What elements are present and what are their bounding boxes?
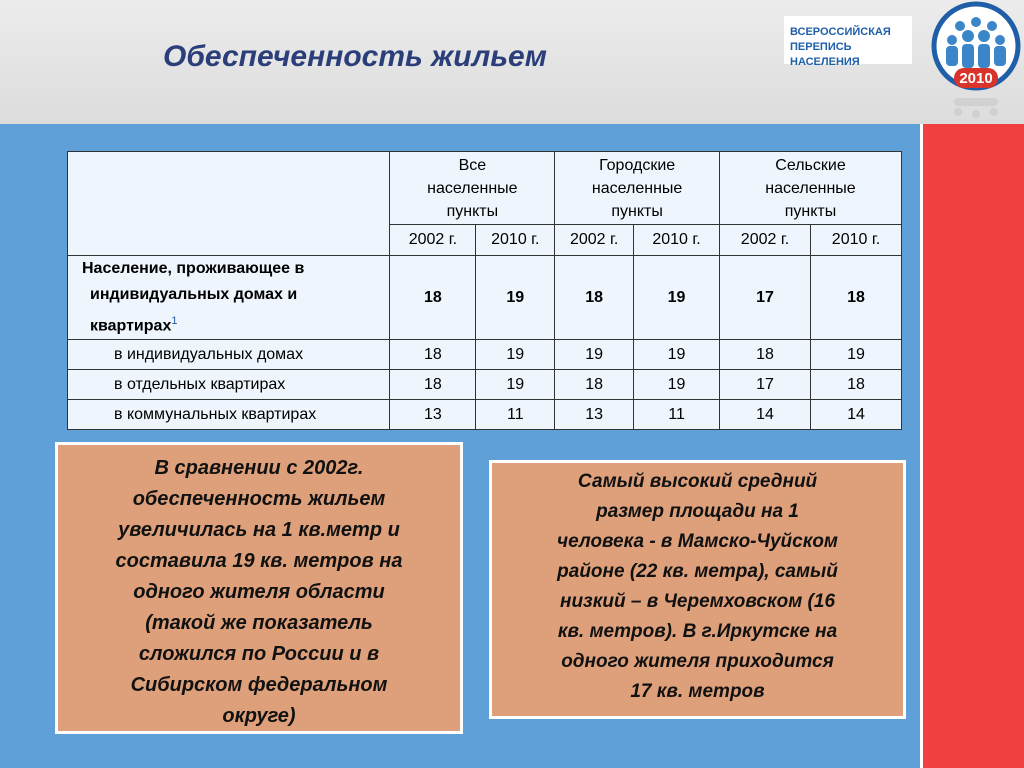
- note-line: увеличилась на 1 кв.метр и: [118, 519, 400, 541]
- note-line: одного жителя приходится: [561, 651, 834, 672]
- note-line: низкий – в Черемховском (16: [559, 591, 836, 612]
- row-label: в коммунальных квартирах: [68, 400, 390, 430]
- note-line: (такой же показатель: [145, 612, 373, 634]
- table-cell: 18: [720, 340, 811, 370]
- district-note-box: [489, 460, 906, 719]
- table-cell: 14: [720, 400, 811, 430]
- table-cell: 18: [390, 340, 476, 370]
- census-logo-text: [784, 16, 912, 68]
- note-line: одного жителя области: [133, 581, 385, 603]
- year-header: 2010 г.: [634, 225, 720, 256]
- table-cell: 19: [634, 370, 720, 400]
- side-decor-bar: [922, 124, 1024, 768]
- year-header: 2010 г.: [476, 225, 555, 256]
- note-line: районе (22 кв. метра), самый: [557, 561, 838, 582]
- table-cell: 19: [555, 340, 634, 370]
- census-emblem-icon: [928, 0, 1024, 124]
- table-cell: 14: [810, 400, 901, 430]
- table-cell: 18: [810, 370, 901, 400]
- header-rural-settlements: Сельские населенные пункты: [720, 152, 902, 225]
- table-corner-cell: [68, 152, 390, 256]
- table-row-total: [68, 256, 902, 340]
- row-label: в отдельных квартирах: [68, 370, 390, 400]
- table-cell: 11: [634, 400, 720, 430]
- table-cell: 19: [810, 340, 901, 370]
- row-label-total: Население, проживающее в индивидуальных домах и квартирах$^1$: [68, 256, 390, 340]
- table-cell: 17: [720, 256, 811, 340]
- footnote-marker: 1: [171, 315, 178, 327]
- note-line: сложился по России и в: [138, 643, 380, 665]
- table-row: [68, 340, 902, 370]
- table-cell: 19: [476, 340, 555, 370]
- note-line: обеспеченность жильем: [132, 488, 386, 510]
- table-cell: 18: [390, 256, 476, 340]
- note-line: кв. метров). В г.Иркутске на: [557, 621, 838, 642]
- table-header-row: [68, 152, 902, 225]
- logo-line-2: ПЕРЕПИСЬ НАСЕЛЕНИЯ: [790, 41, 860, 68]
- table-cell: 19: [476, 370, 555, 400]
- table-cell: 18: [555, 256, 634, 340]
- table-row: [68, 370, 902, 400]
- divider-line: [920, 124, 923, 768]
- table-cell: 19: [634, 256, 720, 340]
- table-cell: 19: [476, 256, 555, 340]
- year-header: 2002 г.: [555, 225, 634, 256]
- note-line: округе): [222, 705, 296, 727]
- note-line: размер площади на 1: [596, 501, 799, 522]
- emblem-year: 2010: [959, 70, 993, 87]
- comparison-note-box: [55, 442, 463, 734]
- note-line: составила 19 кв. метров на: [115, 550, 403, 572]
- table-cell: 13: [390, 400, 476, 430]
- year-header: 2002 г.: [720, 225, 811, 256]
- header-all-settlements: Все населенные пункты: [390, 152, 555, 225]
- note-line: В сравнении с 2002г.: [154, 457, 364, 479]
- table-cell: 18: [810, 256, 901, 340]
- logo-line-1: ВСЕРОССИЙСКАЯ: [790, 26, 891, 38]
- note-line: Самый высокий средний: [577, 471, 818, 492]
- table-cell: 18: [390, 370, 476, 400]
- row-label: в индивидуальных домах: [68, 340, 390, 370]
- table-row: [68, 400, 902, 430]
- note-line: 17 кв. метров: [630, 681, 765, 702]
- year-header: 2010 г.: [810, 225, 901, 256]
- housing-table: [67, 151, 902, 430]
- page-title: Обеспеченность жильем: [163, 40, 547, 73]
- year-header: 2002 г.: [390, 225, 476, 256]
- table-cell: 11: [476, 400, 555, 430]
- note-line: Сибирском федеральном: [130, 674, 388, 696]
- table-cell: 19: [634, 340, 720, 370]
- header-urban-settlements: Городские населенные пункты: [555, 152, 720, 225]
- table-cell: 13: [555, 400, 634, 430]
- table-cell: 18: [555, 370, 634, 400]
- table-cell: 17: [720, 370, 811, 400]
- note-line: человека - в Мамско-Чуйском: [557, 531, 838, 552]
